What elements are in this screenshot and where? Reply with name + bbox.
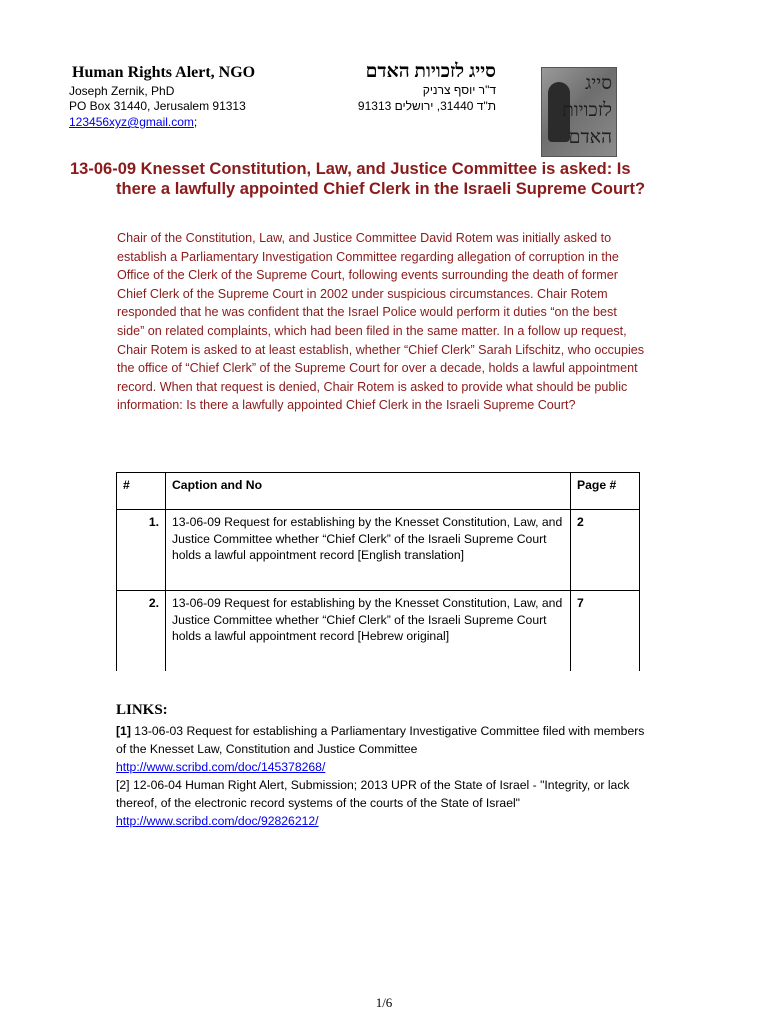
link-item — [116, 776, 656, 830]
organization-logo — [541, 67, 617, 157]
email-suffix: ; — [193, 115, 198, 129]
address-hebrew: ת"ד 31440, ירושלים 91313 — [357, 99, 496, 113]
author-name-hebrew: ד"ר יוסף צרניק — [422, 83, 496, 97]
link-url[interactable]: http://www.scribd.com/doc/145378268/ — [116, 760, 326, 774]
header-caption: Caption and No — [166, 473, 571, 510]
table-row — [117, 591, 640, 672]
links-section — [116, 722, 656, 830]
header-page: Page # — [571, 473, 640, 510]
row-number: 2. — [117, 591, 166, 672]
contents-table — [116, 472, 640, 671]
link-url[interactable]: http://www.scribd.com/doc/92826212/ — [116, 814, 319, 828]
link-ref: [2] — [116, 778, 130, 792]
address-english: PO Box 31440, Jerusalem 91313 — [69, 99, 246, 113]
link-description: 12-06-04 Human Right Alert, Submission; 2013 UPR of the State of Israel - "Integrity, or lack thereof, of the electronic record systems of the courts of the State of Israel" — [116, 778, 630, 810]
row-page: 2 — [571, 510, 640, 591]
link-description: 13-06-03 Request for establishing a Parliamentary Investigative Committee filed with members of the Knesset Law, Constitution and Justice Committee — [116, 724, 645, 756]
links-heading: LINKS: — [116, 702, 168, 718]
organization-name-hebrew: סייג לזכויות האדם — [365, 61, 496, 82]
table-header-row — [117, 473, 640, 510]
document-summary: Chair of the Constitution, Law, and Justice Committee David Rotem was initially asked to establish a Parliamentary Investigation Committee regarding allegation of corruption in the Office of the Clerk of the Supreme Court, following events surrounding the death of former Chief Clerk of the Supreme Court in 2002 under suspicious circumstances. Chair Rotem responded that he was confident that the Israel Police would perform it duties “on the best side” on related complaints, which had been filed in the same matter. In a follow up request, Chair Rotem is asked to at least establish, whether “Chief Clerk” Sarah Lifschitz, who occupies the office of “Chief Clerk” of the Supreme Court for over a decade, holds a lawful appointment record. When that request is denied, Chair Rotem is asked to provide what should be public information: Is there a lawfully appointed Chief Clerk in the Israeli Supreme Court? — [117, 231, 645, 413]
row-caption: 13-06-09 Request for establishing by the Knesset Constitution, Law, and Justice Committee whether “Chief Clerk” of the Israeli Supreme Court holds a lawful appointment record [Hebrew original] — [166, 591, 571, 672]
header-number: # — [117, 473, 166, 510]
title-continuation: there a lawfully appointed Chief Clerk in the Israeli Supreme Court? — [116, 180, 646, 198]
author-name-english: Joseph Zernik, PhD — [69, 84, 175, 98]
link-ref: [1] — [116, 724, 131, 738]
link-item — [116, 722, 656, 776]
logo-hebrew-text: סייג לזכויות האדם — [562, 72, 612, 148]
contact-email — [69, 115, 197, 129]
row-caption: 13-06-09 Request for establishing by the Knesset Constitution, Law, and Justice Committee whether “Chief Clerk” of the Israeli Supreme Court holds a lawful appointment record [English translation] — [166, 510, 571, 591]
email-link[interactable]: 123456xyz@gmail.com — [69, 115, 194, 129]
organization-name-english: Human Rights Alert, NGO — [72, 64, 256, 81]
document-title — [70, 159, 650, 199]
row-number: 1. — [117, 510, 166, 591]
title-first-line: 13-06-09 Knesset Constitution, Law, and Justice Committee is asked: Is — [70, 160, 631, 178]
table-row — [117, 510, 640, 591]
row-page: 7 — [571, 591, 640, 672]
page-number: 1/6 — [375, 995, 393, 1010]
